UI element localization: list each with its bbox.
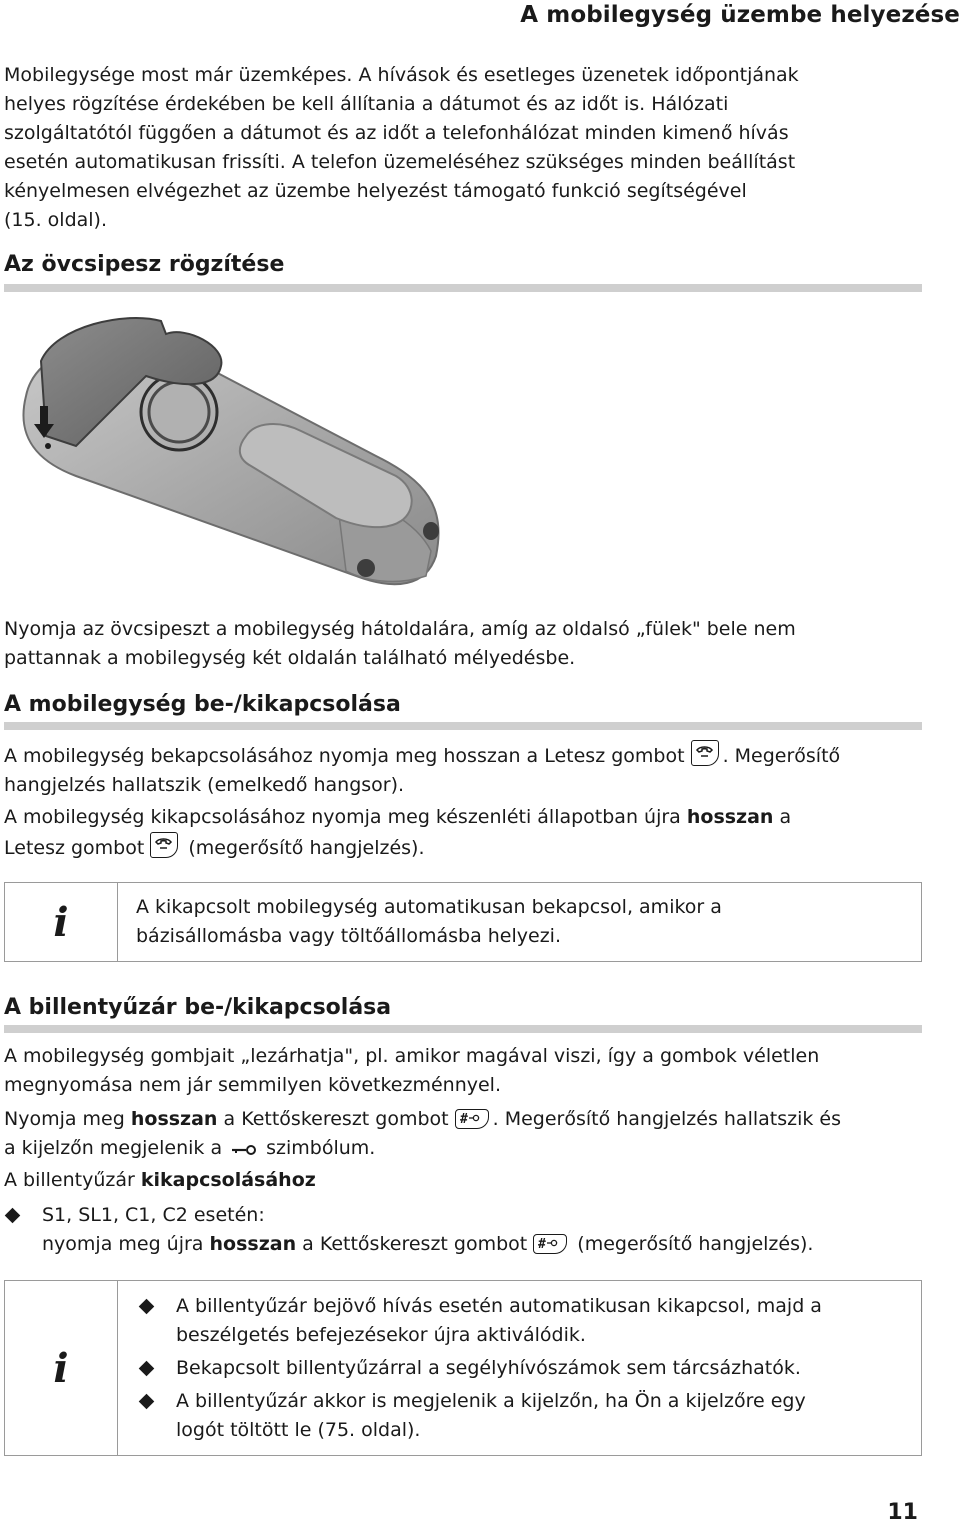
text-span: a kijelzőn megjelenik a xyxy=(4,1137,223,1159)
section-title-keylock: A billentyűzár be-/kikapcsolása xyxy=(4,995,392,1020)
power-text-line xyxy=(4,832,922,863)
text-span: A mobilegység kikapcsolásához nyomja meg készenléti állapotban újra xyxy=(4,806,687,828)
text-span: a Kettőskereszt gombot xyxy=(296,1233,528,1255)
power-text-line xyxy=(4,803,922,832)
text-span: Nyomja meg xyxy=(4,1108,131,1130)
hash-key-icon xyxy=(455,1109,489,1129)
section-rule xyxy=(4,1025,922,1033)
bold-text: kikapcsolásához xyxy=(140,1169,316,1191)
text-span: beszélgetés befejezésekor újra aktiválódik. xyxy=(176,1323,586,1346)
intro-line: kényelmesen elvégezhet az üzembe helyezést támogató funkció segítségével xyxy=(4,180,747,202)
text-span: . Megerősítő xyxy=(722,745,841,767)
info-text: A kikapcsolt mobilegység automatikusan bekapcsol, amikor a xyxy=(136,896,722,918)
key-lock-symbol-icon xyxy=(230,1141,260,1155)
info-box-keylock xyxy=(4,1280,922,1456)
bullet-icon xyxy=(139,1393,155,1409)
keylock-text: A mobilegység gombjait „lezárhatja", pl. amikor magával viszi, így a gombok véletlen xyxy=(4,1045,820,1067)
section-rule xyxy=(4,284,922,292)
text-span: A billentyűzár bejövő hívás esetén automatikusan kikapcsol, majd a xyxy=(176,1294,822,1317)
keylock-paragraph-intro xyxy=(4,1042,922,1100)
power-text-line xyxy=(4,740,922,771)
info-text: bázisállomásba vagy töltőállomásba helyezi. xyxy=(136,925,561,947)
text-span: nyomja meg újra xyxy=(42,1233,210,1255)
bold-text: hosszan xyxy=(130,1108,218,1130)
keylock-bullet-list xyxy=(4,1201,922,1259)
info-icon: i xyxy=(5,1281,118,1455)
text-span: A billentyűzár xyxy=(4,1169,141,1191)
section-title-clip: Az övcsipesz rögzítése xyxy=(4,252,285,277)
intro-line: szolgáltatótól függően a dátumot és az időt a telefonhálózat minden kimenő hívás xyxy=(4,122,789,144)
intro-line: Mobilegysége most már üzemképes. A hívások és esetleges üzenetek időpontjának xyxy=(4,64,799,86)
info-box-text xyxy=(118,1281,921,1455)
bullet-list xyxy=(4,1201,922,1259)
text-span: (megerősítő hangjelzés). xyxy=(571,1233,814,1255)
info-icon: i xyxy=(5,883,118,961)
info-box-power xyxy=(4,882,922,962)
end-call-key-icon xyxy=(691,740,719,766)
clip-instructions xyxy=(4,615,922,673)
end-call-key-icon xyxy=(150,832,178,858)
text-span: Letesz gombot xyxy=(4,837,145,859)
keylock-text xyxy=(4,1166,922,1195)
keylock-paragraph-off xyxy=(4,1166,922,1195)
intro-line: helyes rögzítése érdekében be kell állítania a dátumot és az időt is. Hálózati xyxy=(4,93,729,115)
text-span: . Megerősítő hangjelzés hallatszik és xyxy=(492,1108,842,1130)
text-span: A mobilegység bekapcsolásához nyomja meg hosszan a Letesz gombot xyxy=(4,745,685,767)
text-span: (megerősítő hangjelzés). xyxy=(182,837,425,859)
page-header: A mobilegység üzembe helyezése xyxy=(520,2,960,28)
bold-text: hosszan xyxy=(209,1233,297,1255)
keylock-paragraph-on xyxy=(4,1105,922,1163)
bullet-list xyxy=(138,1292,903,1445)
bullet-icon xyxy=(139,1360,155,1376)
intro-line: (15. oldal). xyxy=(4,209,108,231)
text-span: a Kettőskereszt gombot xyxy=(217,1108,449,1130)
page-number: 11 xyxy=(887,1500,918,1525)
list-item xyxy=(4,1201,922,1259)
intro-paragraph xyxy=(4,61,922,235)
keylock-text: megnyomása nem jár semmilyen következménnyel. xyxy=(4,1074,501,1096)
hash-key-icon xyxy=(533,1234,567,1254)
info-box-text xyxy=(118,883,921,961)
text-span: S1, SL1, C1, C2 esetén: xyxy=(42,1204,265,1226)
svg-text:#: # xyxy=(538,1237,547,1252)
keylock-text xyxy=(4,1134,922,1163)
clip-text: pattannak a mobilegység két oldalán található mélyedésbe. xyxy=(4,647,576,669)
handset-clip-illustration xyxy=(16,306,451,606)
power-paragraph-off xyxy=(4,803,922,863)
bullet-icon xyxy=(5,1208,21,1224)
clip-text: Nyomja az övcsipeszt a mobilegység hátoldalára, amíg az oldalsó „fülek" bele nem xyxy=(4,618,796,640)
bullet-icon xyxy=(139,1298,155,1314)
text-span: A billentyűzár akkor is megjelenik a kijelzőn, ha Ön a kijelzőre egy xyxy=(176,1389,806,1412)
section-rule xyxy=(4,722,922,730)
keylock-text xyxy=(4,1105,922,1134)
list-item xyxy=(138,1387,903,1445)
list-item xyxy=(138,1292,903,1350)
power-paragraph-on xyxy=(4,740,922,800)
section-title-power: A mobilegység be-/kikapcsolása xyxy=(4,692,401,717)
text-span: szimbólum. xyxy=(260,1137,376,1159)
intro-line: esetén automatikusan frissíti. A telefon üzemeléséhez szükséges minden beállítást xyxy=(4,151,796,173)
text-span: logót töltött le (75. oldal). xyxy=(176,1418,421,1441)
text-span: Bekapcsolt billentyűzárral a segélyhívószámok sem tárcsázhatók. xyxy=(176,1356,801,1379)
bold-text: hosszan xyxy=(686,806,774,828)
svg-text:#: # xyxy=(459,1112,468,1127)
power-text-line: hangjelzés hallatszik (emelkedő hangsor). xyxy=(4,774,405,796)
text-span: a xyxy=(773,806,792,828)
list-item xyxy=(138,1354,903,1383)
